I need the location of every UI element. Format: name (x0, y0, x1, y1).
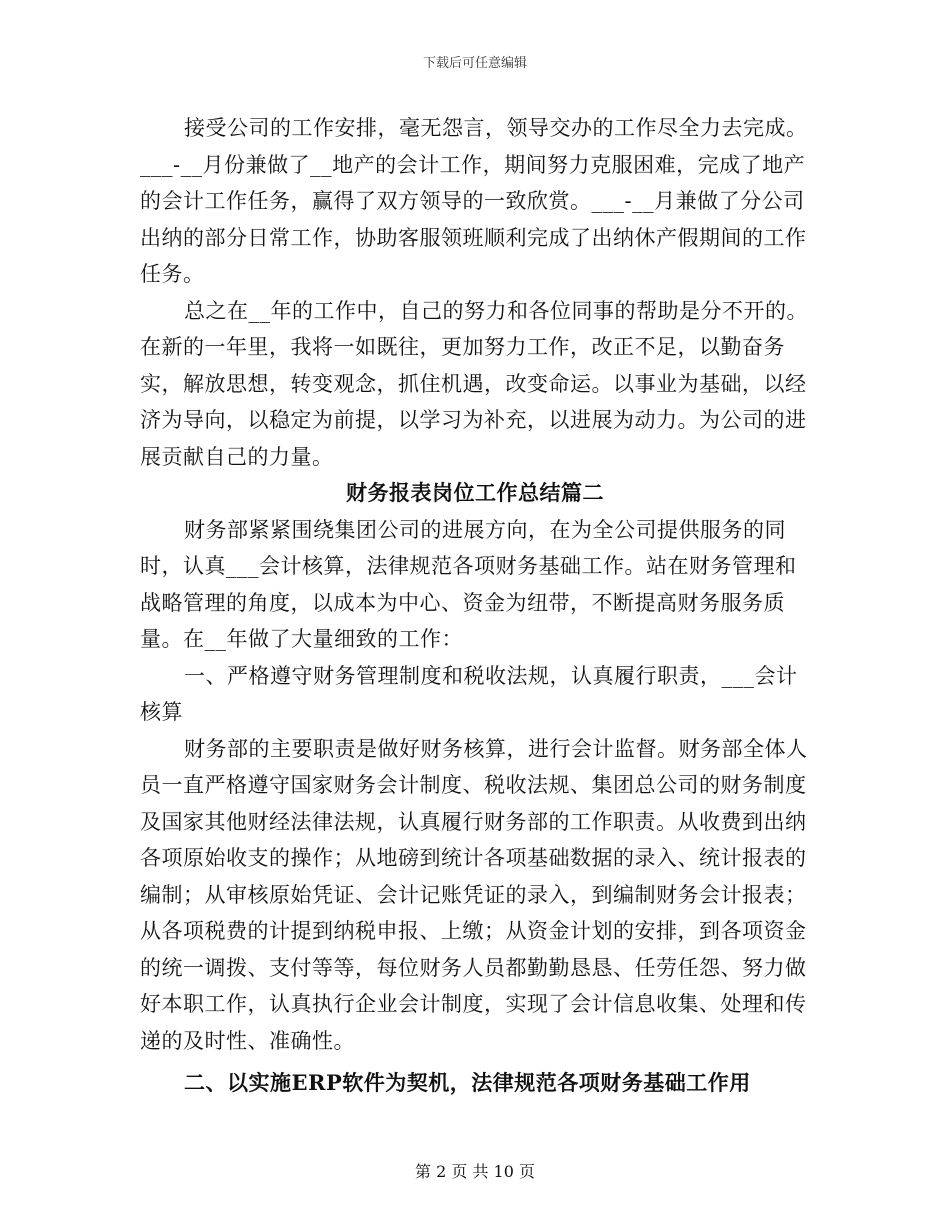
page-header: 下载后可任意编辑 (422, 56, 527, 71)
section-heading-2: 二、以实施ERP软件为契机，法律规范各项财务基础工作用 (184, 1070, 751, 1095)
paragraph-3: 财务部紧紧围绕集团公司的进展方向，在为全公司提供服务的同时，认真___会计核算，法律规范各项财务基础工作。站在财务管理和战略管理的角度，以成本为中心、资金为纽带，不断提高财务服务质量。在__年做了大量细致的工作： (140, 517, 797, 651)
page-footer: 第 2 页 共 10 页 (415, 1162, 535, 1181)
paragraph-4: 一、严格遵守财务管理制度和税收法规，认真履行职责，___会计核算 (140, 663, 798, 724)
section-title: 财务报表岗位工作总结篇二 (346, 480, 604, 505)
paragraph-5: 财务部的主要职责是做好财务核算，进行会计监督。财务部全体人员一直严格遵守国家财务会计制度、税收法规、集团总公司的财务制度及国家其他财经法律法规，认真履行财务部的工作职责。从收费到出纳各项原始收支的操作；从地磅到统计各项基础数据的录入、统计报表的编制；从审核原始凭证、会计记账凭证的录入，到编制财务会计报表；从各项税费的计提到纳税申报、上缴；从资金计划的安排，到各项资金的统一调拨、支付等等，每位财务人员都勤勤恳恳、任劳任怨、努力做好本职工作，认真执行企业会计制度，实现了会计信息收集、处理和传递的及时性、准确性。 (140, 736, 808, 1053)
paragraph-2: 总之在__年的工作中，自己的努力和各位同事的帮助是分不开的。在新的一年里，我将一如既往，更加努力工作，改正不足，以勤奋务实，解放思想，转变观念，抓住机遇，改变命运。以事业为基础，以经济为导向，以稳定为前提，以学习为补充，以进展为动力。为公司的进展贡献自己的力量。 (140, 298, 808, 469)
paragraph-1: 接受公司的工作安排，毫无怨言，领导交办的工作尽全力去完成。___-__月份兼做了__地产的会计工作，期间努力克服困难，完成了地产的会计工作任务，赢得了双方领导的一致欣赏。___-__月兼做了分公司出纳的部分日常工作，协助客服领班顺利完成了出纳休产假期间的工作任务。 (140, 116, 808, 286)
document-body (140, 110, 810, 1102)
